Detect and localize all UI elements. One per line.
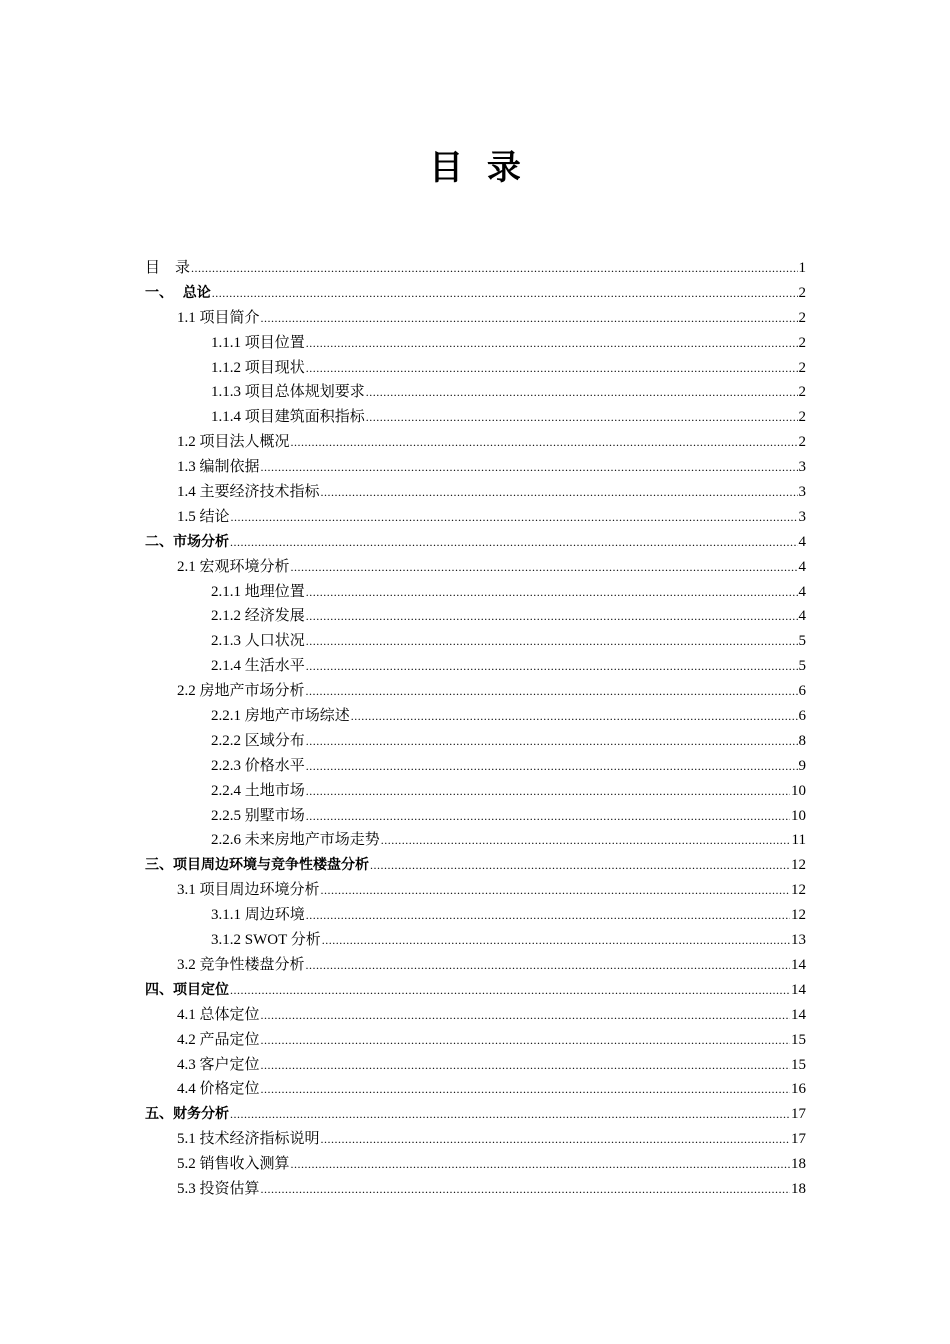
toc-dot-leader bbox=[212, 281, 798, 306]
toc-entry[interactable] bbox=[145, 828, 806, 853]
toc-entry[interactable] bbox=[145, 1102, 806, 1127]
toc-entry-title: 5.2 销售收入测算 bbox=[177, 1156, 290, 1173]
toc-dot-leader bbox=[261, 1177, 790, 1202]
toc-dot-leader bbox=[321, 1127, 790, 1152]
toc-entry-title: 4.2 产品定位 bbox=[177, 1031, 260, 1048]
toc-dot-leader bbox=[230, 1102, 790, 1127]
toc-entry-title: 2.2.1 房地产市场综述 bbox=[211, 708, 350, 725]
toc-dot-leader bbox=[381, 828, 791, 853]
toc-entry-title: 2.2.6 未来房地产市场走势 bbox=[211, 832, 380, 849]
toc-entry[interactable] bbox=[145, 455, 806, 480]
toc-entry-title: 五、财务分析 bbox=[145, 1106, 229, 1123]
toc-entry-title: 二、市场分析 bbox=[145, 533, 229, 550]
toc-page-number: 12 bbox=[791, 907, 806, 924]
toc-page-number: 2 bbox=[798, 434, 806, 451]
toc-entry[interactable] bbox=[145, 331, 806, 356]
toc-dot-leader bbox=[306, 729, 798, 754]
toc-page-number: 14 bbox=[791, 956, 806, 973]
toc-entry[interactable] bbox=[145, 356, 806, 381]
toc-page-number: 5 bbox=[798, 658, 806, 675]
toc-entry[interactable] bbox=[145, 380, 806, 405]
toc-entry[interactable] bbox=[145, 704, 806, 729]
toc-entry-title: 1.3 编制依据 bbox=[177, 459, 260, 476]
table-of-contents bbox=[145, 256, 806, 1202]
toc-page-number: 4 bbox=[798, 583, 806, 600]
toc-entry-title: 4.4 价格定位 bbox=[177, 1081, 260, 1098]
toc-page-number: 16 bbox=[791, 1081, 806, 1098]
toc-entry[interactable] bbox=[145, 1077, 806, 1102]
toc-dot-leader bbox=[321, 480, 798, 505]
toc-page-number: 2 bbox=[798, 384, 806, 401]
toc-entry[interactable] bbox=[145, 405, 806, 430]
toc-dot-leader bbox=[230, 978, 790, 1003]
toc-page-number: 13 bbox=[791, 932, 806, 949]
toc-entry-title: 1.1.1 项目位置 bbox=[211, 334, 305, 351]
toc-entry[interactable] bbox=[145, 430, 806, 455]
toc-entry-title: 2.2.2 区域分布 bbox=[211, 732, 305, 749]
toc-page-number: 6 bbox=[798, 708, 806, 725]
toc-page-number: 3 bbox=[798, 484, 806, 501]
toc-entry[interactable] bbox=[145, 1177, 806, 1202]
toc-entry-title: 3.1.1 周边环境 bbox=[211, 907, 305, 924]
toc-entry-title: 1.5 结论 bbox=[177, 508, 230, 525]
toc-entry[interactable] bbox=[145, 1053, 806, 1078]
toc-entry[interactable] bbox=[145, 580, 806, 605]
toc-entry-title: 1.2 项目法人概况 bbox=[177, 434, 290, 451]
toc-dot-leader bbox=[306, 679, 798, 704]
toc-entry[interactable] bbox=[145, 953, 806, 978]
toc-entry-title: 2.1.4 生活水平 bbox=[211, 658, 305, 675]
toc-entry[interactable] bbox=[145, 903, 806, 928]
toc-dot-leader bbox=[366, 405, 798, 430]
toc-page-number: 10 bbox=[791, 782, 806, 799]
toc-page-number: 12 bbox=[791, 882, 806, 899]
toc-page-number: 2 bbox=[798, 409, 806, 426]
toc-dot-leader bbox=[306, 356, 798, 381]
toc-dot-leader bbox=[261, 455, 798, 480]
toc-entry-title: 目 录 bbox=[145, 260, 191, 276]
toc-page-number: 12 bbox=[791, 857, 806, 874]
toc-page-number: 17 bbox=[791, 1131, 806, 1148]
toc-entry[interactable] bbox=[145, 1152, 806, 1177]
toc-entry-title: 2.1.1 地理位置 bbox=[211, 583, 305, 600]
toc-entry-title: 2.1.2 经济发展 bbox=[211, 608, 305, 625]
toc-page-number: 2 bbox=[798, 309, 806, 326]
toc-dot-leader bbox=[261, 1003, 790, 1028]
toc-page-number: 9 bbox=[798, 757, 806, 774]
toc-dot-leader bbox=[306, 903, 790, 928]
toc-dot-leader bbox=[366, 380, 798, 405]
toc-page-number: 8 bbox=[798, 732, 806, 749]
toc-dot-leader bbox=[321, 878, 790, 903]
toc-dot-leader bbox=[231, 505, 798, 530]
toc-page-number: 15 bbox=[791, 1031, 806, 1048]
toc-page-number: 4 bbox=[798, 533, 806, 550]
toc-dot-leader bbox=[306, 953, 790, 978]
toc-dot-leader bbox=[322, 928, 790, 953]
toc-page-number: 4 bbox=[798, 608, 806, 625]
toc-entry-title: 2.2.4 土地市场 bbox=[211, 782, 305, 799]
toc-entry[interactable] bbox=[145, 928, 806, 953]
toc-entry[interactable] bbox=[145, 729, 806, 754]
toc-entry[interactable] bbox=[145, 555, 806, 580]
toc-page-number: 3 bbox=[798, 459, 806, 476]
toc-dot-leader bbox=[306, 804, 790, 829]
toc-entry-title: 5.3 投资估算 bbox=[177, 1180, 260, 1197]
toc-page-number: 2 bbox=[798, 359, 806, 376]
toc-entry[interactable] bbox=[145, 804, 806, 829]
toc-entry[interactable] bbox=[145, 878, 806, 903]
toc-entry-title: 1.1.2 项目现状 bbox=[211, 359, 305, 376]
toc-entry[interactable] bbox=[145, 779, 806, 804]
toc-entry-title: 四、项目定位 bbox=[145, 981, 229, 998]
toc-entry-title: 2.2 房地产市场分析 bbox=[177, 683, 305, 700]
toc-dot-leader bbox=[261, 1077, 790, 1102]
toc-dot-leader bbox=[261, 306, 798, 331]
toc-entry[interactable] bbox=[145, 1127, 806, 1152]
toc-entry-title: 1.1.4 项目建筑面积指标 bbox=[211, 409, 365, 426]
toc-page-number: 18 bbox=[791, 1156, 806, 1173]
toc-entry[interactable] bbox=[145, 654, 806, 679]
toc-entry-title: 2.2.3 价格水平 bbox=[211, 757, 305, 774]
toc-entry-title: 3.2 竞争性楼盘分析 bbox=[177, 956, 305, 973]
toc-entry[interactable] bbox=[145, 1003, 806, 1028]
toc-dot-leader bbox=[306, 779, 790, 804]
toc-entry-title: 三、项目周边环境与竞争性楼盘分析 bbox=[145, 857, 369, 874]
toc-page-number: 5 bbox=[798, 633, 806, 650]
toc-page-number: 2 bbox=[798, 334, 806, 351]
toc-dot-leader bbox=[306, 604, 798, 629]
toc-dot-leader bbox=[261, 1028, 790, 1053]
toc-entry-title: 2.1 宏观环境分析 bbox=[177, 558, 290, 575]
toc-page-number: 14 bbox=[791, 1006, 806, 1023]
toc-entry-title: 1.4 主要经济技术指标 bbox=[177, 484, 320, 501]
toc-page-number: 15 bbox=[791, 1056, 806, 1073]
toc-page-number: 18 bbox=[791, 1180, 806, 1197]
toc-page-number: 11 bbox=[791, 832, 806, 849]
toc-entry[interactable] bbox=[145, 604, 806, 629]
toc-entry[interactable] bbox=[145, 629, 806, 654]
toc-entry[interactable] bbox=[145, 480, 806, 505]
toc-entry-title: 3.1.2 SWOT 分析 bbox=[211, 932, 321, 949]
toc-page-number: 10 bbox=[791, 807, 806, 824]
toc-dot-leader bbox=[306, 331, 798, 356]
toc-entry-title: 1.1 项目简介 bbox=[177, 309, 260, 326]
toc-dot-leader bbox=[291, 555, 798, 580]
toc-entry-title: 4.1 总体定位 bbox=[177, 1006, 260, 1023]
toc-page-number: 3 bbox=[798, 508, 806, 525]
toc-dot-leader bbox=[261, 1053, 790, 1078]
toc-entry[interactable] bbox=[145, 281, 806, 306]
toc-entry[interactable] bbox=[145, 853, 806, 878]
toc-dot-leader bbox=[351, 704, 798, 729]
toc-entry-title: 1.1.3 项目总体规划要求 bbox=[211, 384, 365, 401]
toc-page-number: 17 bbox=[791, 1106, 806, 1123]
toc-entry-title: 3.1 项目周边环境分析 bbox=[177, 882, 320, 899]
toc-dot-leader bbox=[306, 754, 798, 779]
toc-entry-title: 5.1 技术经济指标说明 bbox=[177, 1131, 320, 1148]
toc-dot-leader bbox=[291, 1152, 790, 1177]
toc-entry[interactable] bbox=[145, 505, 806, 530]
toc-dot-leader bbox=[306, 580, 798, 605]
toc-dot-leader bbox=[370, 853, 790, 878]
toc-entry-title: 2.2.5 别墅市场 bbox=[211, 807, 305, 824]
toc-entry[interactable] bbox=[145, 530, 806, 555]
toc-page-number: 2 bbox=[798, 284, 806, 301]
toc-dot-leader bbox=[306, 629, 798, 654]
toc-entry[interactable] bbox=[145, 1028, 806, 1053]
toc-dot-leader bbox=[291, 430, 798, 455]
toc-entry-title: 一、 总论 bbox=[145, 284, 211, 301]
toc-dot-leader bbox=[230, 530, 798, 555]
toc-entry[interactable] bbox=[145, 256, 806, 281]
page-title: 目 录 bbox=[429, 148, 521, 188]
toc-page-number: 1 bbox=[798, 260, 806, 276]
toc-entry[interactable] bbox=[145, 754, 806, 779]
toc-page-number: 4 bbox=[798, 558, 806, 575]
toc-entry[interactable] bbox=[145, 978, 806, 1003]
toc-page-number: 14 bbox=[791, 981, 806, 998]
toc-dot-leader bbox=[306, 654, 798, 679]
toc-entry[interactable] bbox=[145, 679, 806, 704]
toc-entry[interactable] bbox=[145, 306, 806, 331]
toc-page-number: 6 bbox=[798, 683, 806, 700]
toc-entry-title: 4.3 客户定位 bbox=[177, 1056, 260, 1073]
toc-entry-title: 2.1.3 人口状况 bbox=[211, 633, 305, 650]
toc-dot-leader bbox=[191, 256, 797, 281]
